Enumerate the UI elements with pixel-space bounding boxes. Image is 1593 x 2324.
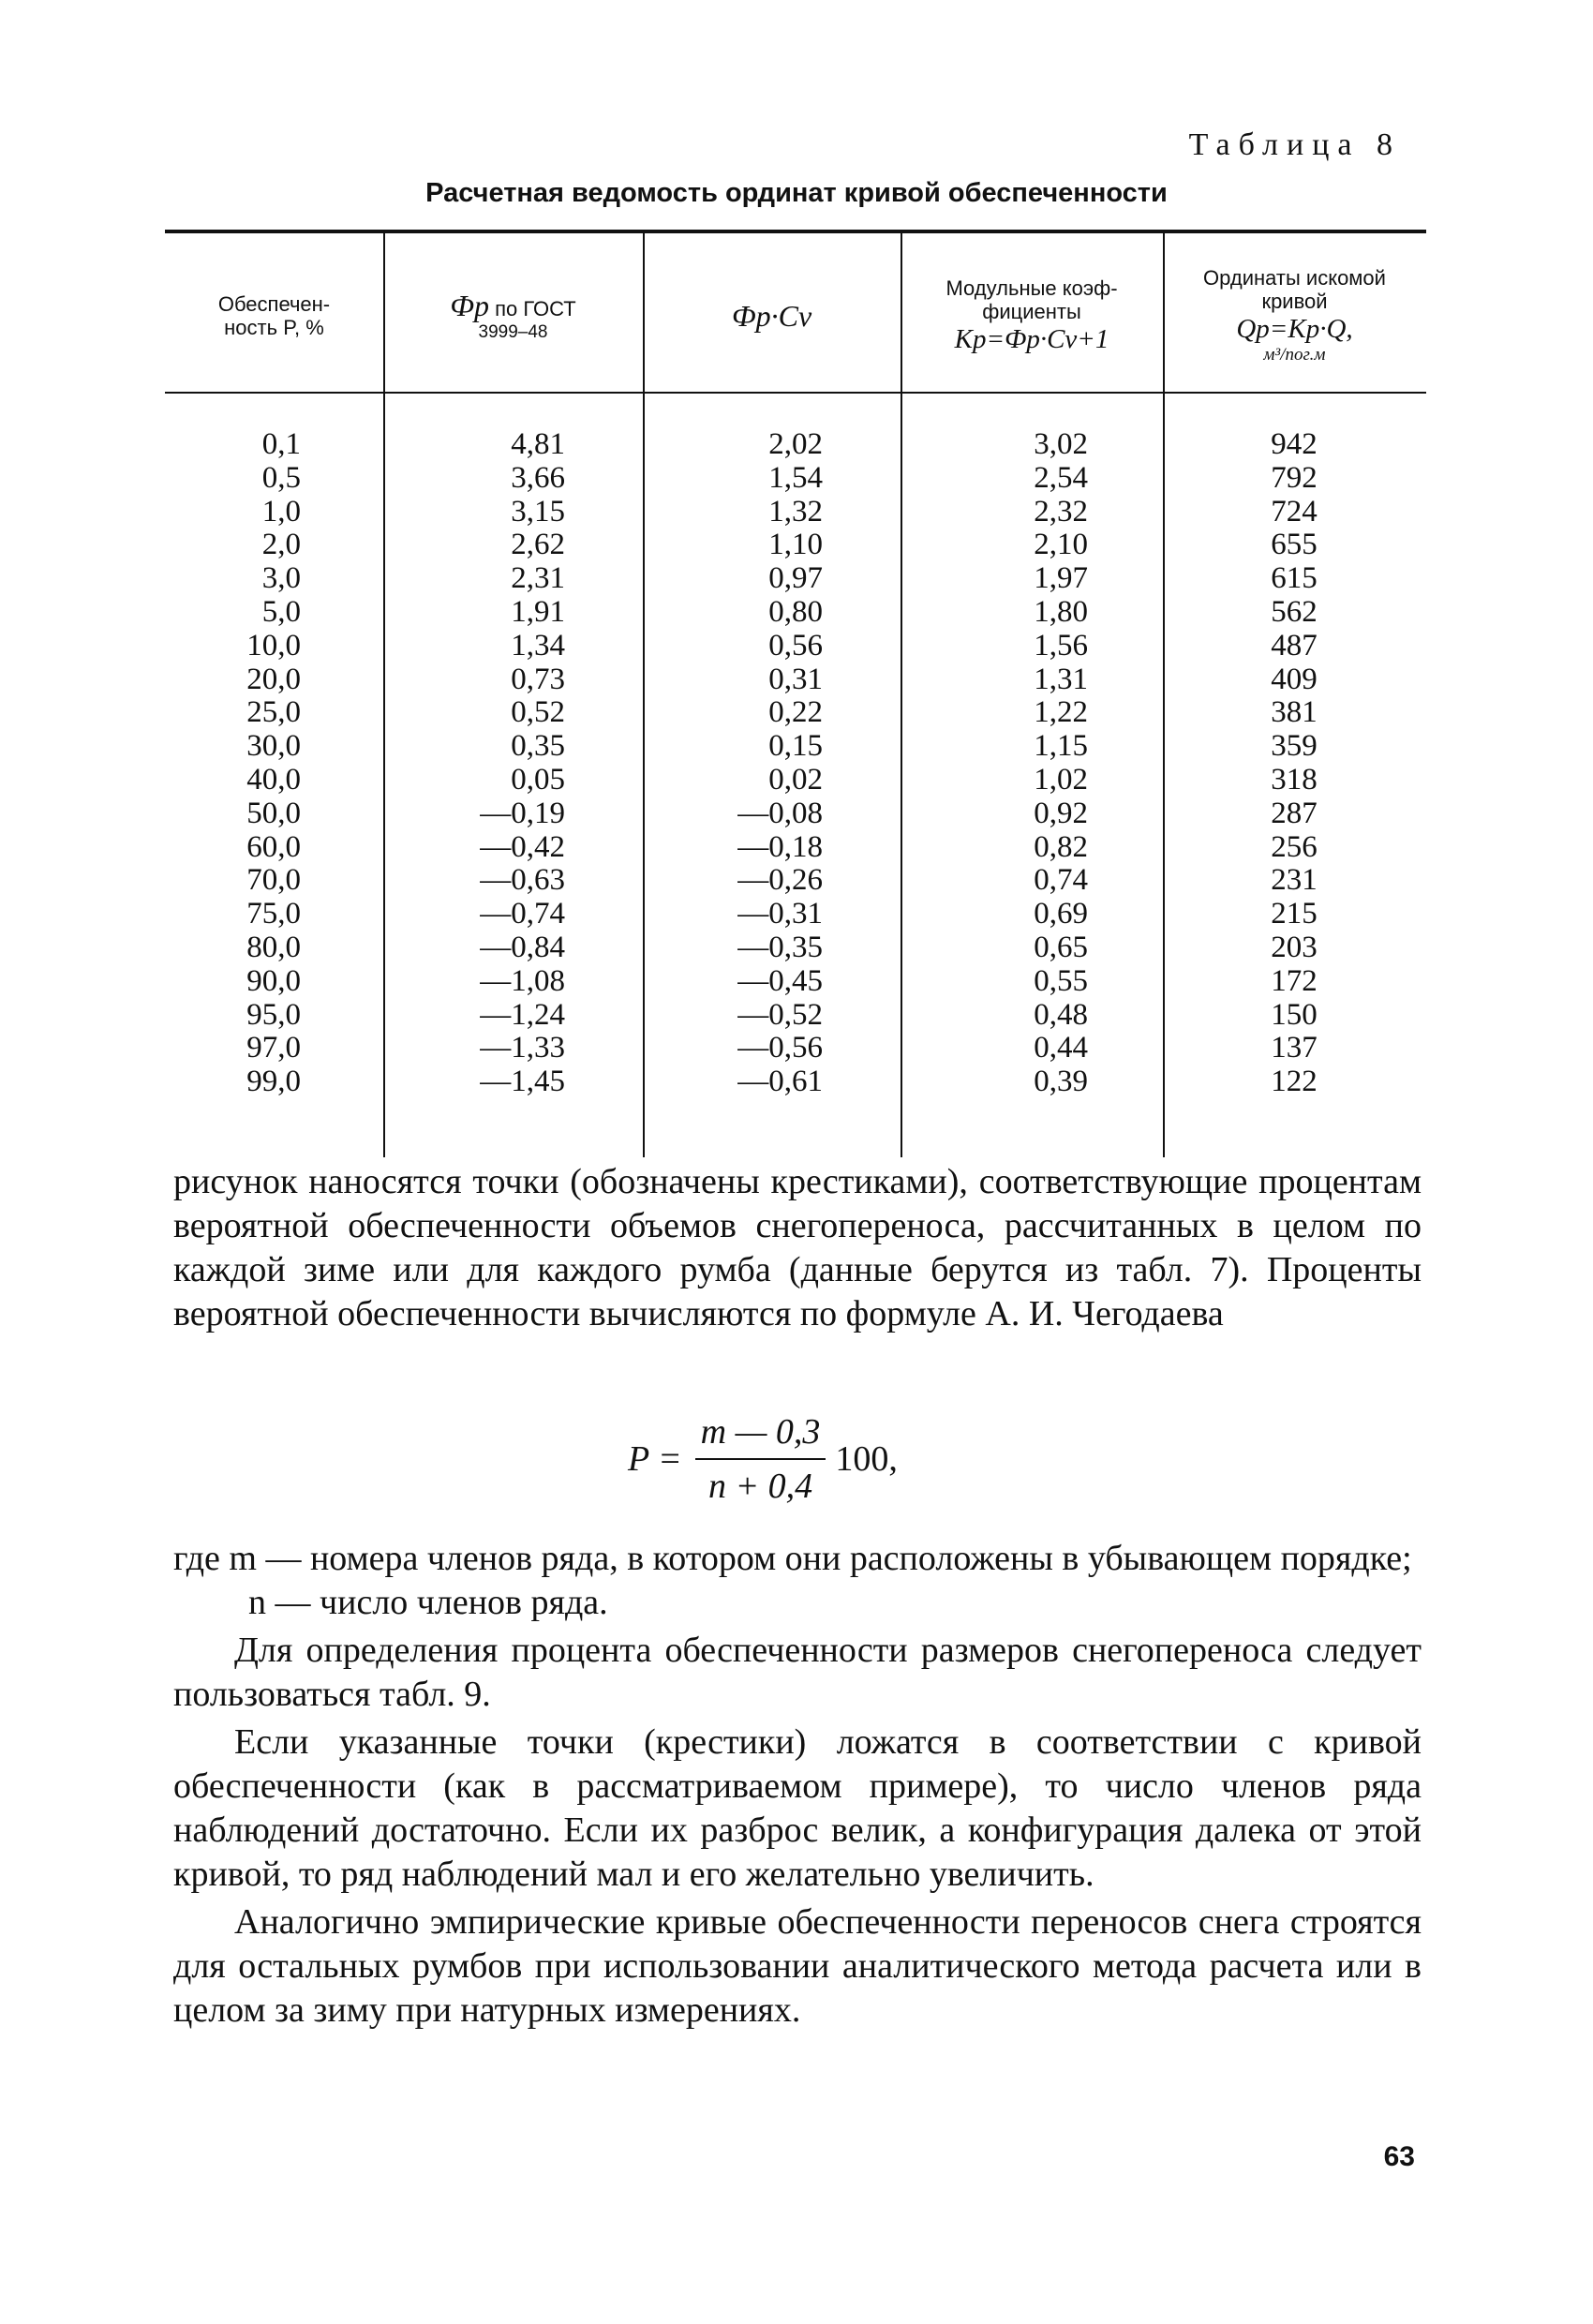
header-phi-text: по ГОСТ bbox=[495, 296, 576, 320]
header-phi-symbol: Фр bbox=[450, 288, 489, 322]
header-ordinates-unit: м³/пог.м bbox=[1263, 345, 1326, 365]
table-cell: —0,18 bbox=[737, 829, 823, 864]
table-cell: 1,15 bbox=[1034, 729, 1088, 764]
table-cell: 20,0 bbox=[246, 662, 301, 696]
table-cell: —0,35 bbox=[737, 930, 823, 964]
header-ordinates-line2: кривой bbox=[1261, 290, 1328, 314]
table-cell: 0,56 bbox=[768, 628, 823, 663]
table-cell: 0,82 bbox=[1034, 829, 1088, 864]
header-probability bbox=[165, 250, 383, 381]
table-cell: 0,05 bbox=[511, 762, 565, 797]
table-cell: 203 bbox=[1271, 930, 1318, 964]
definition-n: n — число членов ряда. bbox=[248, 1583, 608, 1622]
table-cell: 90,0 bbox=[246, 963, 301, 998]
header-phi-gost bbox=[383, 250, 643, 381]
table-cell: —0,08 bbox=[737, 796, 823, 830]
table-cell: 60,0 bbox=[246, 829, 301, 864]
table-cell: 3,02 bbox=[1034, 427, 1088, 461]
table-cell: 137 bbox=[1271, 1031, 1318, 1065]
table-cell: 287 bbox=[1271, 796, 1318, 830]
table-cell: 942 bbox=[1271, 427, 1318, 461]
table-cell: —0,61 bbox=[737, 1065, 823, 1099]
header-phi-gost-number: 3999–48 bbox=[478, 322, 548, 343]
column-probability bbox=[202, 428, 301, 1099]
table-cell: 0,1 bbox=[261, 427, 301, 461]
table-cell: —0,84 bbox=[480, 930, 565, 964]
header-modulus-formula: Kр=Фр·Cv+1 bbox=[954, 323, 1109, 354]
table-cell: 150 bbox=[1271, 997, 1318, 1032]
table-cell: 0,97 bbox=[768, 561, 823, 596]
table-cell: 1,56 bbox=[1034, 628, 1088, 663]
table-cell: —0,45 bbox=[737, 963, 823, 998]
table-cell: 172 bbox=[1271, 963, 1318, 998]
table-cell: 0,35 bbox=[511, 729, 565, 764]
table-cell: —1,33 bbox=[480, 1031, 565, 1065]
table-cell: 562 bbox=[1271, 594, 1318, 629]
table-cell: 1,80 bbox=[1034, 594, 1088, 629]
header-phi-cv-symbol: Фр·Cv bbox=[731, 298, 812, 333]
table-cell: 0,31 bbox=[768, 662, 823, 696]
table-cell: 4,81 bbox=[511, 427, 565, 461]
table-cell: 0,52 bbox=[511, 695, 565, 730]
table-title: Расчетная ведомость ординат кривой обеспеченности bbox=[425, 178, 1168, 208]
table-cell: 0,73 bbox=[511, 662, 565, 696]
header-ordinates-line1: Ординаты искомой bbox=[1203, 266, 1386, 290]
table-cell: 2,02 bbox=[768, 427, 823, 461]
table-cell: 1,10 bbox=[768, 528, 823, 562]
intro-paragraph-block bbox=[173, 1160, 1422, 1336]
table-cell: 1,32 bbox=[768, 494, 823, 529]
table-cell: —0,42 bbox=[480, 829, 565, 864]
table-cell: —0,31 bbox=[737, 897, 823, 931]
table-cell: 256 bbox=[1271, 829, 1318, 864]
table-cell: 2,31 bbox=[511, 561, 565, 596]
table-cell: 97,0 bbox=[246, 1031, 301, 1065]
header-modulus-line1: Модульные коэф- bbox=[945, 276, 1118, 301]
table-cell: —0,19 bbox=[480, 796, 565, 830]
table-cell: 25,0 bbox=[246, 695, 301, 730]
table-cell: —1,45 bbox=[480, 1065, 565, 1099]
table-cell: —0,56 bbox=[737, 1031, 823, 1065]
table-cell: 2,32 bbox=[1034, 494, 1088, 529]
header-ordinates bbox=[1163, 250, 1426, 381]
table-cell: 0,15 bbox=[768, 729, 823, 764]
table-cell: 5,0 bbox=[261, 594, 301, 629]
table-cell: 50,0 bbox=[246, 796, 301, 830]
table-header-rule bbox=[165, 392, 1426, 394]
header-modulus-line2: фициенты bbox=[982, 300, 1081, 324]
table-cell: 318 bbox=[1271, 762, 1318, 797]
table-cell: —1,08 bbox=[480, 963, 565, 998]
table-cell: 0,44 bbox=[1034, 1031, 1088, 1065]
table-cell: 1,31 bbox=[1034, 662, 1088, 696]
table-cell: —0,63 bbox=[480, 863, 565, 898]
column-phi bbox=[446, 428, 565, 1099]
table-cell: 2,54 bbox=[1034, 460, 1088, 495]
table-cell: 655 bbox=[1271, 528, 1318, 562]
formula-multiplier: 100, bbox=[835, 1439, 898, 1479]
table-cell: 724 bbox=[1271, 494, 1318, 529]
formula-denominator: n + 0,4 bbox=[707, 1467, 813, 1506]
table-cell: 1,02 bbox=[1034, 762, 1088, 797]
table-cell: 0,48 bbox=[1034, 997, 1088, 1032]
formula-fraction bbox=[695, 1411, 826, 1507]
header-modulus bbox=[901, 250, 1163, 381]
table-cell: 40,0 bbox=[246, 762, 301, 797]
table-cell: 0,74 bbox=[1034, 863, 1088, 898]
table-cell: 0,92 bbox=[1034, 796, 1088, 830]
table-cell: 75,0 bbox=[246, 897, 301, 931]
table-cell: 10,0 bbox=[246, 628, 301, 663]
table-cell: 3,66 bbox=[511, 460, 565, 495]
paragraph: Если указанные точки (крестики) ложатся в соответствии с кривой обеспеченности (как в рассматриваемом примере), то число членов ряда наблюдений достаточно. Если их разброс велик, а конфигурация далека от этой кривой, то ряд наблюдений мал и его желательно увеличить. bbox=[173, 1722, 1422, 1894]
table-cell: 0,65 bbox=[1034, 930, 1088, 964]
column-ordinates bbox=[1243, 428, 1346, 1099]
table-cell: 2,0 bbox=[261, 528, 301, 562]
header-probability-line1: Обеспечен- bbox=[217, 291, 331, 316]
table-cell: 2,10 bbox=[1034, 528, 1088, 562]
column-phi-cv bbox=[704, 428, 823, 1099]
table-cell: 1,97 bbox=[1034, 561, 1088, 596]
table-cell: 231 bbox=[1271, 863, 1318, 898]
table-cell: —0,74 bbox=[480, 897, 565, 931]
table-cell: 30,0 bbox=[246, 729, 301, 764]
table-cell: 792 bbox=[1271, 460, 1318, 495]
formula-numerator: m — 0,3 bbox=[695, 1411, 826, 1460]
table-cell: 0,69 bbox=[1034, 897, 1088, 931]
table-cell: 0,80 bbox=[768, 594, 823, 629]
table-cell: 0,55 bbox=[1034, 963, 1088, 998]
table-cell: 1,22 bbox=[1034, 695, 1088, 730]
paragraph: Аналогично эмпирические кривые обеспеченности переносов снега строятся для остальных румбов при использовании аналитического метода расчета или в целом за зиму при натурных измерениях. bbox=[173, 1902, 1422, 2030]
table-cell: 1,34 bbox=[511, 628, 565, 663]
table-cell: 70,0 bbox=[246, 863, 301, 898]
formula-lhs: P = bbox=[628, 1439, 682, 1479]
table-cell: 409 bbox=[1271, 662, 1318, 696]
header-phi-cv bbox=[643, 250, 901, 381]
table-cell: 359 bbox=[1271, 729, 1318, 764]
table-cell: 0,02 bbox=[768, 762, 823, 797]
table-cell: 1,54 bbox=[768, 460, 823, 495]
column-modulus bbox=[990, 428, 1088, 1099]
data-table bbox=[165, 230, 1426, 1157]
table-cell: 2,62 bbox=[511, 528, 565, 562]
table-cell: 0,39 bbox=[1034, 1065, 1088, 1099]
table-cell: 0,5 bbox=[261, 460, 301, 495]
table-cell: 99,0 bbox=[246, 1065, 301, 1099]
header-ordinates-formula: Qр=Kр·Q, bbox=[1236, 313, 1353, 344]
table-cell: —1,24 bbox=[480, 997, 565, 1032]
table-cell: 615 bbox=[1271, 561, 1318, 596]
table-cell: 0,22 bbox=[768, 695, 823, 730]
paragraph: Для определения процента обеспеченности размеров снегопереноса следует пользоваться табл. 9. bbox=[173, 1631, 1422, 1714]
table-cell: —0,26 bbox=[737, 863, 823, 898]
table-cell: —0,52 bbox=[737, 997, 823, 1032]
definitions-and-paragraphs bbox=[173, 1537, 1422, 2033]
paragraph: рисунок наносятся точки (обозначены крестиками), соответствующие процентам вероятной обеспеченности объемов снегопереноса, рассчитанных в целом по каждой зиме или для каждого румба (данные берутся из табл. 7). Проценты вероятной обеспеченности вычисляются по формуле А. И. Чегодаева bbox=[173, 1162, 1422, 1333]
page-number: 63 bbox=[1383, 2141, 1415, 2172]
table-cell: 95,0 bbox=[246, 997, 301, 1032]
formula-chegodaev bbox=[628, 1408, 898, 1511]
table-cell: 3,15 bbox=[511, 494, 565, 529]
header-probability-line2: ность P, % bbox=[224, 316, 324, 339]
table-cell: 1,91 bbox=[511, 594, 565, 629]
table-cell: 80,0 bbox=[246, 930, 301, 964]
table-cell: 3,0 bbox=[261, 561, 301, 596]
table-cell: 487 bbox=[1271, 628, 1318, 663]
table-cell: 1,0 bbox=[261, 494, 301, 529]
table-top-rule bbox=[165, 230, 1426, 233]
table-cell: 215 bbox=[1271, 897, 1318, 931]
definition-m: где m — номера членов ряда, в котором они расположены в убывающем порядке; bbox=[173, 1539, 1412, 1578]
table-label: Таблица 8 bbox=[1188, 127, 1401, 162]
table-cell: 381 bbox=[1271, 695, 1318, 730]
table-cell: 122 bbox=[1271, 1065, 1318, 1099]
